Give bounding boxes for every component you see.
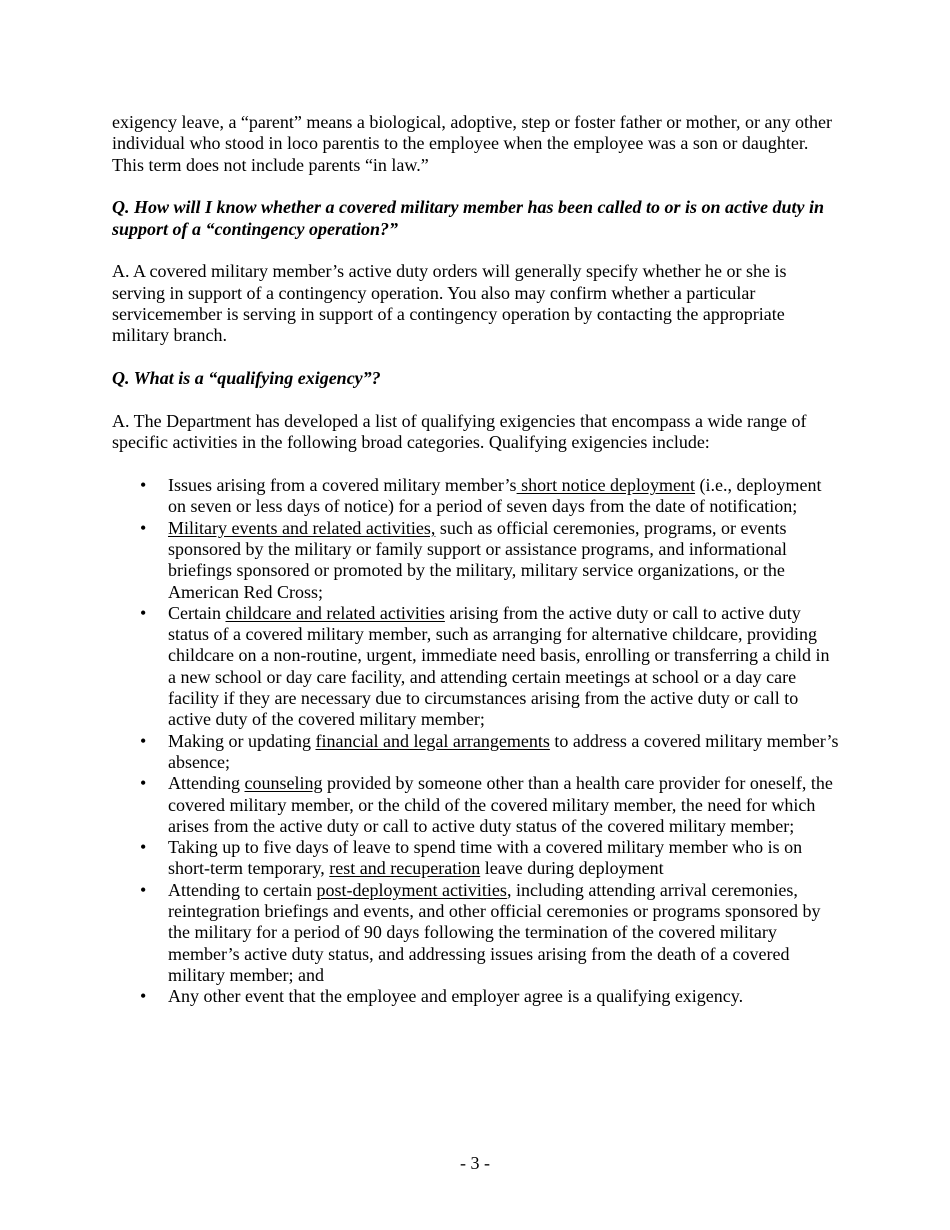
bullet-icon: • bbox=[140, 837, 147, 858]
answer-qualifying-exigency: A. The Department has developed a list of qualifying exigencies that encompass a wide range of specific activities in the following broad categories. Qualifying exigencies include: bbox=[112, 410, 807, 453]
list-item bbox=[112, 475, 840, 518]
bullet-icon: • bbox=[140, 475, 147, 496]
list-item-text: arising from the active duty or call to active duty status of a covered military member, such as arranging for alternative childcare, providing childcare on a non-routine, urgent, immediate need basis, enrolling or transferring a child in a new school or day care facility, and attending certain meetings at school or a day care facility if they are necessary due to circumstances arising from the active duty or call to active duty of the covered military member; bbox=[168, 602, 830, 730]
list-item-text: Attending bbox=[168, 773, 245, 794]
list-item-text: to address a covered military member’s absence; bbox=[168, 730, 839, 772]
list-item-text: Making or updating bbox=[168, 730, 316, 751]
bullet-icon: • bbox=[140, 517, 147, 538]
page-number: - 3 - bbox=[460, 1153, 490, 1173]
list-item-text: provided by someone other than a health care provider for oneself, the covered military member, or the child of the covered military member, the need for which arises from the active duty or call to active duty status of the covered military member; bbox=[168, 773, 833, 836]
question-contingency-operation: Q. How will I know whether a covered military member has been called to or is on active duty in support of a “contingency operation?” bbox=[112, 197, 824, 239]
list-item bbox=[112, 773, 840, 837]
list-item bbox=[112, 603, 840, 731]
list-item-term: rest and recuperation bbox=[329, 858, 481, 879]
list-item bbox=[112, 518, 840, 603]
list-item bbox=[112, 880, 840, 986]
list-item-text: , including attending arrival ceremonies, reintegration briefings and events, and other official ceremonies or programs sponsored by the military for a period of 90 days following the termination of the covered military member’s active duty status, and addressing issues arising from the death of a covered military member; and bbox=[168, 879, 821, 985]
bullet-icon: • bbox=[140, 730, 147, 751]
list-item bbox=[112, 837, 840, 880]
list-item-text: Certain bbox=[168, 602, 226, 623]
list-item bbox=[112, 986, 840, 1007]
question-qualifying-exigency: Q. What is a “qualifying exigency”? bbox=[112, 368, 381, 389]
list-item-text: leave during deployment bbox=[480, 858, 664, 879]
document-page bbox=[112, 112, 840, 1007]
list-item-text: Taking up to five days of leave to spend time with a covered military member who is on short-term temporary, bbox=[168, 837, 803, 879]
list-item-term: counseling bbox=[244, 773, 323, 794]
list-item-term: Military events and related activities, bbox=[168, 517, 436, 538]
bullet-icon: • bbox=[140, 986, 147, 1007]
list-item-text: Issues arising from a covered military member’s bbox=[168, 475, 517, 496]
list-item-text: (i.e., deployment on seven or less days of notice) for a period of seven days from the date of notification; bbox=[168, 475, 822, 517]
list-item-text: such as official ceremonies, programs, or events sponsored by the military or family support or assistance programs, and informational briefings sponsored or promoted by the military, military service organizations, or the American Red Cross; bbox=[168, 517, 787, 602]
bullet-icon: • bbox=[140, 879, 147, 900]
list-item-text: Any other event that the employee and employer agree is a qualifying exigency. bbox=[168, 986, 744, 1007]
list-item-term: post-deployment activities bbox=[316, 879, 507, 900]
list-item-term: short notice deployment bbox=[516, 475, 696, 496]
qualifying-exigencies-list bbox=[112, 475, 840, 1007]
list-item-text: Attending to certain bbox=[168, 879, 317, 900]
bullet-icon: • bbox=[140, 773, 147, 794]
bullet-icon: • bbox=[140, 602, 147, 623]
answer-contingency-operation: A. A covered military member’s active duty orders will generally specify whether he or she is serving in support of a contingency operation. You also may confirm whether a particular servicemember is serving in support of a contingency operation by contacting the appropriate military branch. bbox=[112, 261, 787, 346]
list-item bbox=[112, 731, 840, 774]
parent-definition-paragraph: exigency leave, a “parent” means a biological, adoptive, step or foster father or mother, or any other individual who stood in loco parentis to the employee when the employee was a son or daughter. This term does not include parents “in law.” bbox=[112, 112, 832, 175]
list-item-term: childcare and related activities bbox=[225, 602, 445, 623]
list-item-term: financial and legal arrangements bbox=[315, 730, 550, 751]
